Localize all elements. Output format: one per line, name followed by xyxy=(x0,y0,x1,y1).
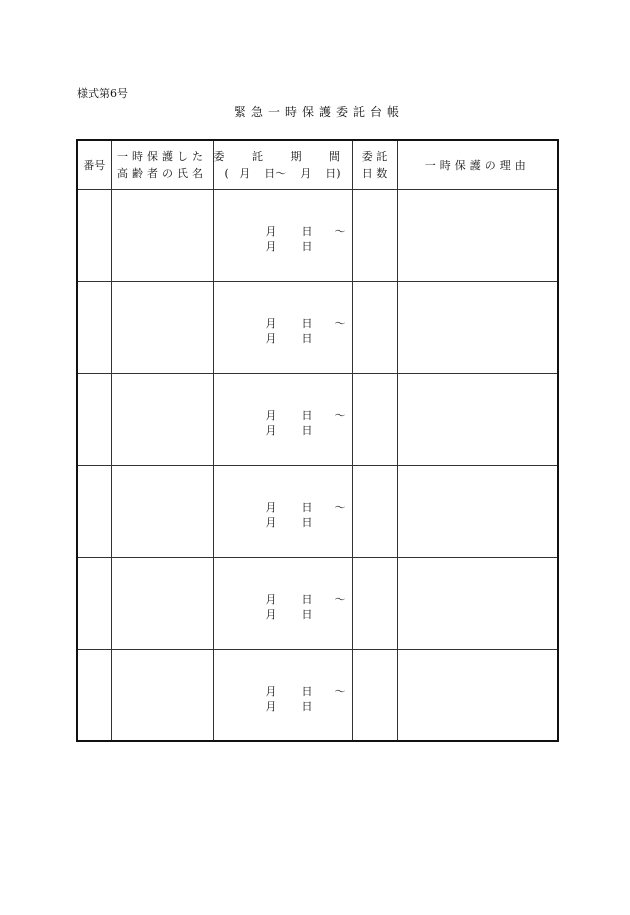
period-start-month: 月 xyxy=(265,684,277,698)
cell-period[interactable] xyxy=(213,281,352,373)
period-start-day: 日 xyxy=(301,592,313,606)
period-tilde: 〜 xyxy=(334,316,346,330)
period-start-day: 日 xyxy=(301,500,313,514)
cell-number[interactable] xyxy=(77,189,111,281)
cell-days[interactable] xyxy=(352,557,397,649)
header-days-line1: 委 託 xyxy=(361,149,388,163)
cell-reason[interactable] xyxy=(397,189,558,281)
header-period-line1: 委 託 期 間 xyxy=(213,149,352,163)
period-tilde: 〜 xyxy=(334,224,346,238)
period-tilde: 〜 xyxy=(334,500,346,514)
table-row xyxy=(77,557,558,649)
form-number: 様式第6号 xyxy=(77,87,128,100)
cell-number[interactable] xyxy=(77,649,111,741)
period-start-month: 月 xyxy=(265,316,277,330)
header-name-line1: 一時保護した xyxy=(117,149,207,163)
period-end-day: 日 xyxy=(301,239,313,253)
cell-days[interactable] xyxy=(352,189,397,281)
period-start-month: 月 xyxy=(265,500,277,514)
period-end-month: 月 xyxy=(265,423,277,437)
header-period-line2: ( 月 日〜 月 日) xyxy=(224,166,341,180)
document-title: 緊急一時保護委託台帳 xyxy=(233,105,404,119)
cell-number[interactable] xyxy=(77,373,111,465)
header-number: 番号 xyxy=(77,140,111,189)
period-end-day: 日 xyxy=(301,607,313,621)
cell-name[interactable] xyxy=(111,373,213,465)
cell-period[interactable] xyxy=(213,189,352,281)
period-tilde: 〜 xyxy=(334,684,346,698)
cell-name[interactable] xyxy=(111,189,213,281)
period-start-month: 月 xyxy=(265,592,277,606)
header-period xyxy=(213,140,352,189)
cell-days[interactable] xyxy=(352,465,397,557)
table-row xyxy=(77,189,558,281)
period-end-month: 月 xyxy=(265,699,277,713)
cell-number[interactable] xyxy=(77,557,111,649)
period-start-day: 日 xyxy=(301,224,313,238)
period-start-month: 月 xyxy=(265,408,277,422)
header-reason: 一時保護の理由 xyxy=(397,140,558,189)
header-days-line2: 日 数 xyxy=(361,166,388,180)
table-row xyxy=(77,465,558,557)
period-end-month: 月 xyxy=(265,515,277,529)
cell-period[interactable] xyxy=(213,649,352,741)
period-tilde: 〜 xyxy=(334,408,346,422)
table-row xyxy=(77,281,558,373)
cell-reason[interactable] xyxy=(397,281,558,373)
cell-days[interactable] xyxy=(352,281,397,373)
period-start-day: 日 xyxy=(301,316,313,330)
cell-number[interactable] xyxy=(77,281,111,373)
table-row xyxy=(77,649,558,741)
cell-reason[interactable] xyxy=(397,465,558,557)
period-end-day: 日 xyxy=(301,423,313,437)
table-row xyxy=(77,373,558,465)
cell-name[interactable] xyxy=(111,281,213,373)
cell-name[interactable] xyxy=(111,557,213,649)
period-end-month: 月 xyxy=(265,331,277,345)
period-end-day: 日 xyxy=(301,699,313,713)
cell-reason[interactable] xyxy=(397,373,558,465)
period-tilde: 〜 xyxy=(334,592,346,606)
header-days xyxy=(352,140,397,189)
cell-reason[interactable] xyxy=(397,649,558,741)
period-end-month: 月 xyxy=(265,607,277,621)
cell-days[interactable] xyxy=(352,373,397,465)
period-start-day: 日 xyxy=(301,684,313,698)
cell-period[interactable] xyxy=(213,465,352,557)
cell-reason[interactable] xyxy=(397,557,558,649)
cell-period[interactable] xyxy=(213,557,352,649)
cell-days[interactable] xyxy=(352,649,397,741)
period-start-month: 月 xyxy=(265,224,277,238)
period-end-day: 日 xyxy=(301,515,313,529)
ledger-table xyxy=(76,139,559,742)
period-end-month: 月 xyxy=(265,239,277,253)
cell-number[interactable] xyxy=(77,465,111,557)
period-start-day: 日 xyxy=(301,408,313,422)
period-end-day: 日 xyxy=(301,331,313,345)
cell-name[interactable] xyxy=(111,465,213,557)
header-row xyxy=(77,140,558,189)
cell-name[interactable] xyxy=(111,649,213,741)
cell-period[interactable] xyxy=(213,373,352,465)
header-name-line2: 高齢者の氏名 xyxy=(117,166,207,180)
header-name xyxy=(111,140,213,189)
